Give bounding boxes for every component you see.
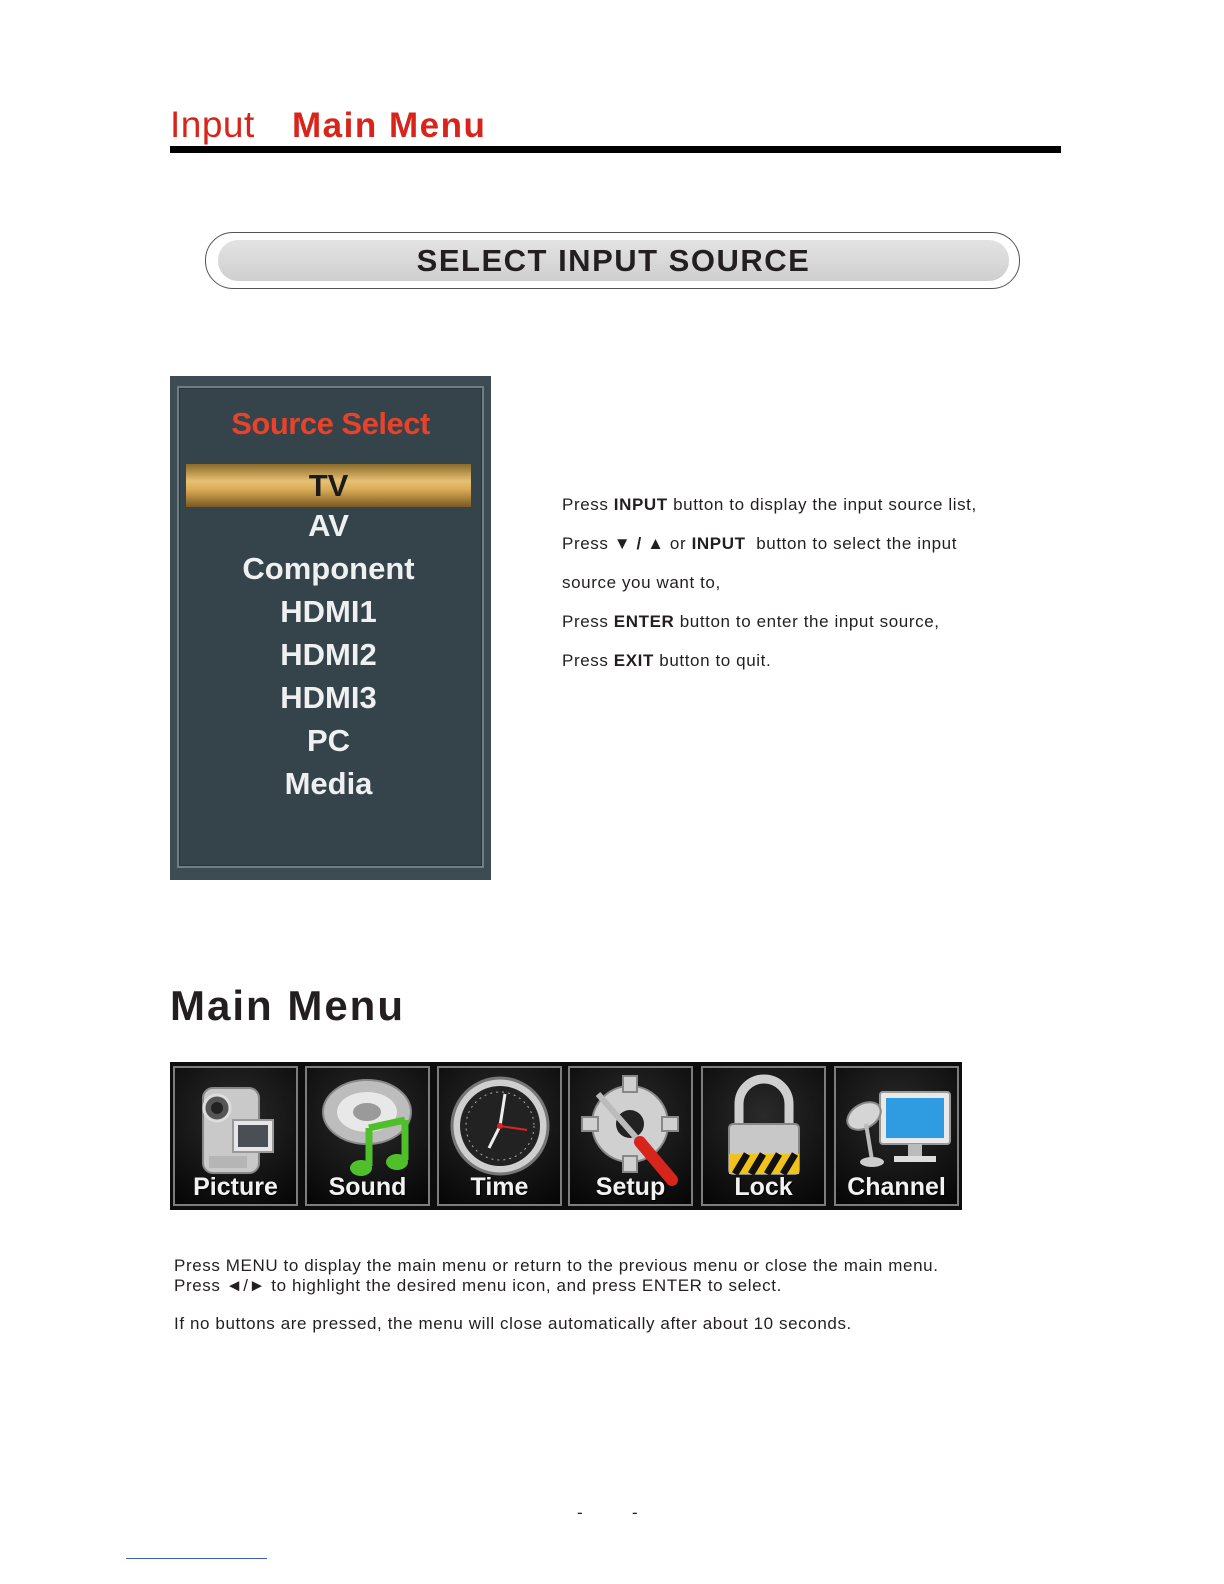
menu-tile-lock[interactable]: [701, 1066, 826, 1206]
main-menu-paragraph-3: If no buttons are pressed, the menu will close automatically after about 10 seconds.: [174, 1314, 852, 1333]
menu-tile-label: Picture: [193, 1173, 278, 1201]
osd-item-pc[interactable]: PC: [306, 723, 351, 758]
page-number-dash-right: -: [632, 1503, 638, 1522]
banner-text: SELECT INPUT SOURCE: [416, 242, 811, 278]
header-rule: [170, 146, 1061, 153]
footer-rule: [126, 1558, 267, 1559]
menu-tile-sound[interactable]: [305, 1066, 430, 1206]
menu-tile-label: Sound: [328, 1173, 407, 1201]
osd-title-text: Source Select: [231, 406, 430, 441]
select-input-source-banner: [205, 232, 1020, 289]
osd-item-av[interactable]: AV: [308, 508, 349, 543]
text: button to display the input source list,: [667, 495, 977, 514]
menu-tile-picture[interactable]: [173, 1066, 298, 1206]
osd-item-hdmi3[interactable]: HDMI3: [280, 680, 377, 715]
text: or: [664, 534, 692, 553]
instruction-line-4: [562, 612, 940, 632]
menu-tile-setup[interactable]: [568, 1066, 693, 1206]
osd-item-hdmi1[interactable]: HDMI1: [280, 594, 377, 629]
instruction-line-5: [562, 651, 771, 671]
page-number-dash-left: -: [577, 1503, 583, 1522]
text: Press: [562, 651, 614, 670]
instruction-line-2: [562, 534, 957, 554]
instruction-line-1: [562, 495, 977, 515]
main-menu-paragraph-1: Press MENU to display the main menu or return to the previous menu or close the main menu.: [174, 1256, 939, 1275]
menu-tile-label: Time: [470, 1173, 529, 1201]
key-name: EXIT: [613, 651, 654, 670]
key-name: INPUT: [613, 495, 668, 514]
menu-tile-label: Lock: [734, 1173, 793, 1201]
banner-inner: [218, 240, 1009, 281]
page-title: Main Menu: [292, 106, 487, 145]
text: source you want to,: [562, 573, 721, 592]
main-menu-paragraph-2: Press ◄/► to highlight the desired menu icon, and press ENTER to select.: [174, 1276, 782, 1295]
text: Press: [562, 612, 614, 631]
osd-item-tv[interactable]: TV: [186, 464, 471, 507]
text: button to quit.: [653, 651, 772, 670]
text: button to enter the input source,: [674, 612, 940, 631]
text: Press: [562, 495, 614, 514]
text: button to select the input: [745, 534, 958, 553]
menu-tile-label: Setup: [595, 1173, 666, 1201]
section-label: Input: [170, 104, 255, 145]
osd-title: [170, 406, 491, 442]
text: Press: [562, 534, 614, 553]
menu-tile-label: Channel: [847, 1173, 946, 1201]
osd-item-media[interactable]: Media: [284, 766, 373, 801]
menu-tile-channel[interactable]: [834, 1066, 959, 1206]
main-menu-bar: [170, 1062, 962, 1210]
instruction-line-3: [562, 573, 721, 593]
key-name: ENTER: [613, 612, 675, 631]
main-menu-heading: Main Menu: [170, 982, 405, 1029]
arrow-keys: ▼ / ▲: [613, 534, 665, 553]
menu-tile-time[interactable]: [437, 1066, 562, 1206]
osd-item-hdmi2[interactable]: HDMI2: [280, 637, 377, 672]
osd-item-component[interactable]: Component: [242, 551, 415, 586]
key-name: INPUT: [691, 534, 746, 553]
